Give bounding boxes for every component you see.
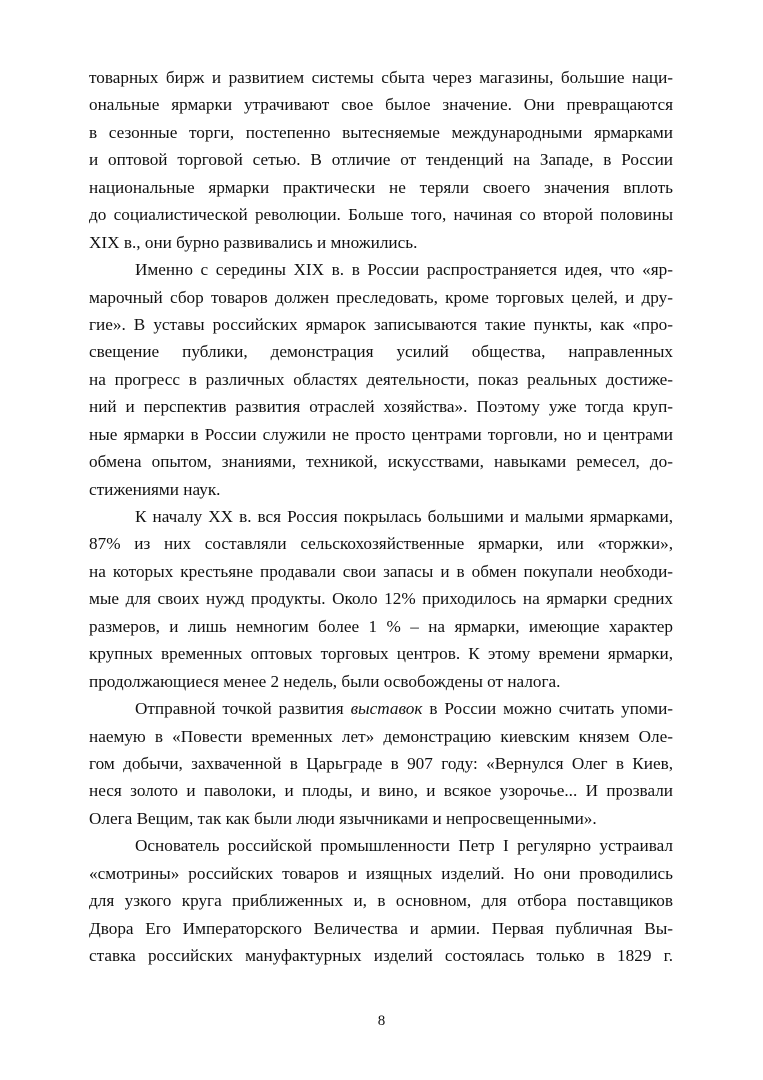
text-fragment: в России можно считать упоми- xyxy=(422,699,673,719)
text-line: на которых крестьяне продавали свои запасы и в обмен покупали необходи- xyxy=(89,561,673,581)
text-line-with-italic xyxy=(89,695,673,722)
text-line: наемую в «Повести временных лет» демонстрацию киевским князем Оле- xyxy=(89,726,673,746)
text-line: 87% из них составляли сельскохозяйственные ярмарки, или «торжки», xyxy=(89,534,673,554)
text-line: до социалистической революции. Больше того, начиная со второй половины xyxy=(89,205,673,225)
text-line: гие». В уставы российских ярмарок записываются такие пункты, как «про- xyxy=(89,314,673,334)
text-line: XIX в., они бурно развивались и множились. xyxy=(89,232,418,252)
body-text xyxy=(89,64,673,969)
text-line: ний и перспектив развития отраслей хозяйства». Поэтому уже тогда круп- xyxy=(89,397,673,417)
text-line: для узкого круга приближенных и, в основном, для отбора поставщиков xyxy=(89,891,673,911)
text-line: К началу XX в. вся Россия покрылась большими и малыми ярмарками, xyxy=(135,507,673,526)
text-line: гом добычи, захваченной в Царьграде в 907 году: «Вернулся Олег в Киев, xyxy=(89,753,673,773)
text-line: крупных временных оптовых торговых центров. К этому времени ярмарки, xyxy=(89,644,673,664)
text-line: мые для своих нужд продукты. Около 12% приходилось на ярмарки средних xyxy=(89,589,673,609)
italic-term: выставок xyxy=(350,699,423,719)
text-line: в сезонные торги, постепенно вытесняемые международными ярмарками xyxy=(89,122,673,142)
text-line: ональные ярмарки утрачивают свое былое значение. Они превращаются xyxy=(89,95,673,115)
text-line: Олега Вещим, так как были люди язычниками и непросвещенными». xyxy=(89,808,597,828)
text-line: «смотрины» российских товаров и изящных изделий. Но они проводились xyxy=(89,863,673,883)
text-line: на прогресс в различных областях деятельности, показ реальных достиже- xyxy=(89,369,673,389)
text-line: товарных бирж и развитием системы сбыта через магазины, большие наци- xyxy=(89,68,673,87)
text-line: Именно с середины XIX в. в России распространяется идея, что «яр- xyxy=(135,260,673,280)
text-line: марочный сбор товаров должен преследовать, кроме торговых целей, и дру- xyxy=(89,287,673,307)
text-line: Двора Его Императорского Величества и армии. Первая публичная Вы- xyxy=(89,918,673,938)
text-line: Основатель российской промышленности Петр I регулярно устраивал xyxy=(135,836,673,856)
text-line: ные ярмарки в России служили не просто центрами торговли, но и центрами xyxy=(89,424,673,444)
text-line: обмена опытом, знаниями, техникой, искусствами, навыками ремесел, до- xyxy=(89,452,673,472)
text-line: и оптовой торговой сетью. В отличие от тенденций на Западе, в России xyxy=(89,150,673,170)
text-line: размеров, и лишь немногим более 1 % – на ярмарки, имеющие характер xyxy=(89,616,673,636)
text-line: ставка российских мануфактурных изделий состоялась только в 1829 г. xyxy=(89,946,673,965)
text-fragment: Отправной точкой развития xyxy=(135,699,351,719)
text-line: свещение публики, демонстрация усилий общества, направленных xyxy=(89,342,673,362)
text-line: стижениями наук. xyxy=(89,479,221,499)
text-line: национальные ярмарки практически не теряли своего значения вплоть xyxy=(89,177,673,197)
text-line: продолжающиеся менее 2 недель, были освобождены от налога. xyxy=(89,671,561,691)
text-line: неся золото и паволоки, и плоды, и вино, и всякое узорочье... И прозвали xyxy=(89,781,673,801)
page-number: 8 xyxy=(377,1013,386,1029)
